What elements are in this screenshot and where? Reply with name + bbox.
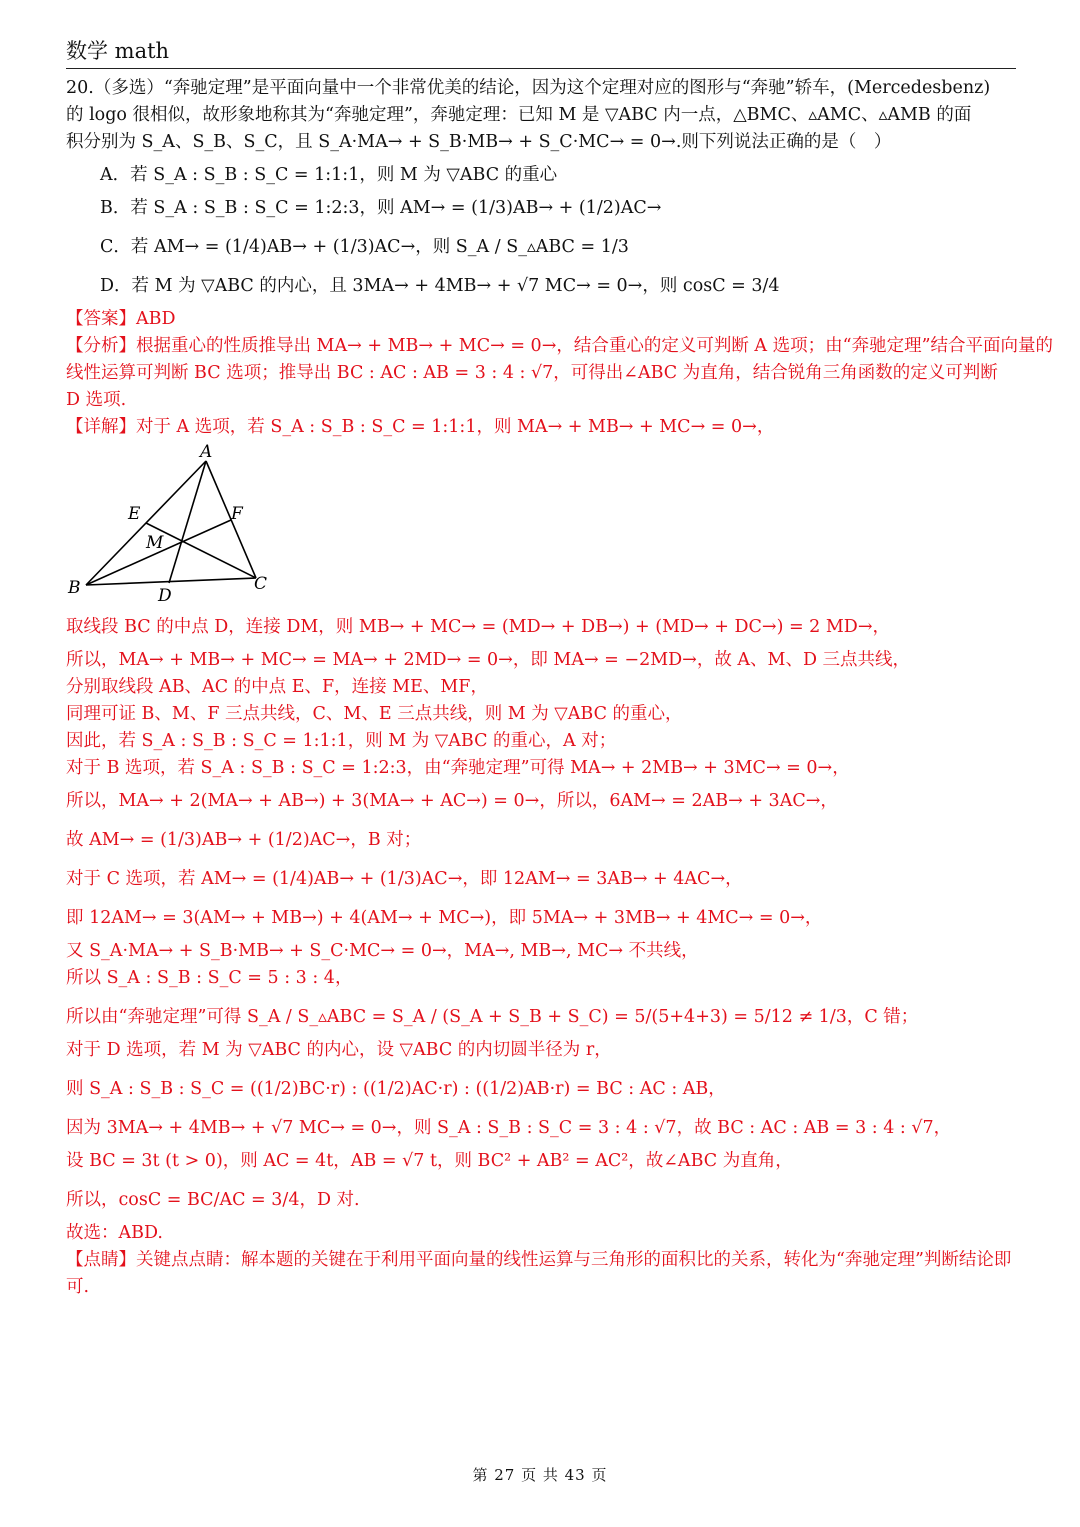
- detail-c-3: 又 S_A·MA→ + S_B·MB→ + S_C·MC→ = 0→，MA→, MB→, MC→ 不共线，: [66, 941, 699, 961]
- detail-a-3: 分别取线段 AB、AC 的中点 E、F，连接 ME、MF，: [66, 677, 488, 697]
- question-line-1: 20.（多选）“奔驰定理”是平面向量中一个非常优美的结论，因为这个定理对应的图形与“奔驰”轿车，(Mercedesbenz): [66, 78, 991, 98]
- detail-a-5: 因此，若 S_A : S_B : S_C = 1:1:1，则 M 为 ▽ABC 的重心，A 对；: [66, 731, 617, 751]
- detail-a-2: 所以，MA→ + MB→ + MC→ = MA→ + 2MD→ = 0→，即 MA→ = −2MD→，故 A、M、D 三点共线，: [66, 650, 911, 670]
- detail-d-5: 所以，cosC = BC/AC = 3/4，D 对.: [66, 1190, 360, 1210]
- page-footer: 第 27 页 共 43 页: [472, 1466, 608, 1484]
- question-line-2: 的 logo 很相似，故形象地称其为“奔驰定理”，奔驰定理：已知 M 是 ▽ABC 内一点，△BMC、▵AMC、▵AMB 的面: [66, 105, 972, 125]
- detail-d-1: 对于 D 选项，若 M 为 ▽ABC 的内心，设 ▽ABC 的内切圆半径为 r，: [66, 1040, 612, 1060]
- point-label-m: M: [146, 533, 164, 553]
- question-line-3: 积分别为 S_A、S_B、S_C，且 S_A·MA→ + S_B·MB→ + S_C·MC→ = 0→.则下列说法正确的是（ ）: [66, 132, 892, 152]
- option-d: D．若 M 为 ▽ABC 的内心，且 3MA→ + 4MB→ + √7 MC→ = 0→，则 cosC = 3/4: [100, 276, 780, 296]
- detail-c-1: 对于 C 选项，若 AM→ = (1/4)AB→ + (1/3)AC→，即 12AM→ = 3AB→ + 4AC→，: [66, 869, 743, 889]
- analysis-line-3: D 选项.: [66, 390, 127, 410]
- detail-b-3: 故 AM→ = (1/3)AB→ + (1/2)AC→，B 对；: [66, 830, 422, 850]
- vertex-label-c: C: [254, 574, 268, 594]
- answer: 【答案】ABD: [66, 309, 176, 329]
- detail-c-2: 即 12AM→ = 3(AM→ + MB→) + 4(AM→ + MC→)，即 5MA→ + 3MB→ + 4MC→ = 0→，: [66, 908, 823, 928]
- triangle-figure: [66, 443, 306, 605]
- point-label-e: E: [128, 504, 141, 524]
- comment: 【点睛】关键点点睛：解本题的关键在于利用平面向量的线性运算与三角形的面积比的关系，转化为“奔驰定理”判断结论即可.: [66, 1250, 1012, 1297]
- analysis-line-2: 线性运算可判断 BC 选项；推导出 BC : AC : AB = 3 : 4 : √7，可得出∠ABC 为直角，结合锐角三角函数的定义可判断: [66, 363, 998, 383]
- point-label-f: F: [231, 504, 243, 524]
- detail-b-1: 对于 B 选项，若 S_A : S_B : S_C = 1:2:3，由“奔驰定理”可得 MA→ + 2MB→ + 3MC→ = 0→，: [66, 758, 850, 778]
- vertex-label-b: B: [68, 578, 81, 598]
- option-b: B．若 S_A : S_B : S_C = 1:2:3，则 AM→ = (1/3)AB→ + (1/2)AC→: [100, 198, 662, 218]
- detail-b-2: 所以，MA→ + 2(MA→ + AB→) + 3(MA→ + AC→) = 0→，所以，6AM→ = 2AB→ + 3AC→，: [66, 791, 838, 811]
- detail-d-2: 则 S_A : S_B : S_C = ((1/2)BC·r) : ((1/2)AC·r) : ((1/2)AB·r) = BC : AC : AB，: [66, 1079, 726, 1099]
- final-choice: 故选：ABD.: [66, 1223, 163, 1243]
- point-label-d: D: [158, 586, 172, 605]
- detail-d-3: 因为 3MA→ + 4MB→ + √7 MC→ = 0→，则 S_A : S_B : S_C = 3 : 4 : √7，故 BC : AC : AB = 3 : 4 : √7，: [66, 1118, 952, 1138]
- option-c: C．若 AM→ = (1/4)AB→ + (1/3)AC→，则 S_A / S_▵ABC = 1/3: [100, 237, 629, 257]
- header-rule: [66, 68, 1016, 69]
- option-a: A．若 S_A : S_B : S_C = 1:1:1，则 M 为 ▽ABC 的重心: [100, 165, 558, 185]
- analysis-line-1: 【分析】根据重心的性质推导出 MA→ + MB→ + MC→ = 0→，结合重心的定义可判断 A 选项；由“奔驰定理”结合平面向量的: [66, 336, 1054, 356]
- detail-c-5: 所以由“奔驰定理”可得 S_A / S_▵ABC = S_A / (S_A + S_B + S_C) = 5/(5+4+3) = 5/12 ≠ 1/3，C 错；: [66, 1007, 919, 1027]
- detail-d-4: 设 BC = 3t (t > 0)，则 AC = 4t，AB = √7 t，则 BC² + AB² = AC²，故∠ABC 为直角，: [66, 1151, 793, 1171]
- vertex-label-a: A: [200, 443, 213, 462]
- document-page: [66, 38, 1054, 1301]
- header-title: 数学 math: [66, 39, 170, 63]
- detail-a-4: 同理可证 B、M、F 三点共线，C、M、E 三点共线，则 M 为 ▽ABC 的重心，: [66, 704, 683, 724]
- detail-intro: 【详解】对于 A 选项，若 S_A : S_B : S_C = 1:1:1，则 MA→ + MB→ + MC→ = 0→，: [66, 417, 775, 437]
- detail-a-1: 取线段 BC 的中点 D，连接 DM，则 MB→ + MC→ = (MD→ + DB→) + (MD→ + DC→) = 2 MD→，: [66, 617, 890, 637]
- detail-c-4: 所以 S_A : S_B : S_C = 5 : 3 : 4，: [66, 968, 353, 988]
